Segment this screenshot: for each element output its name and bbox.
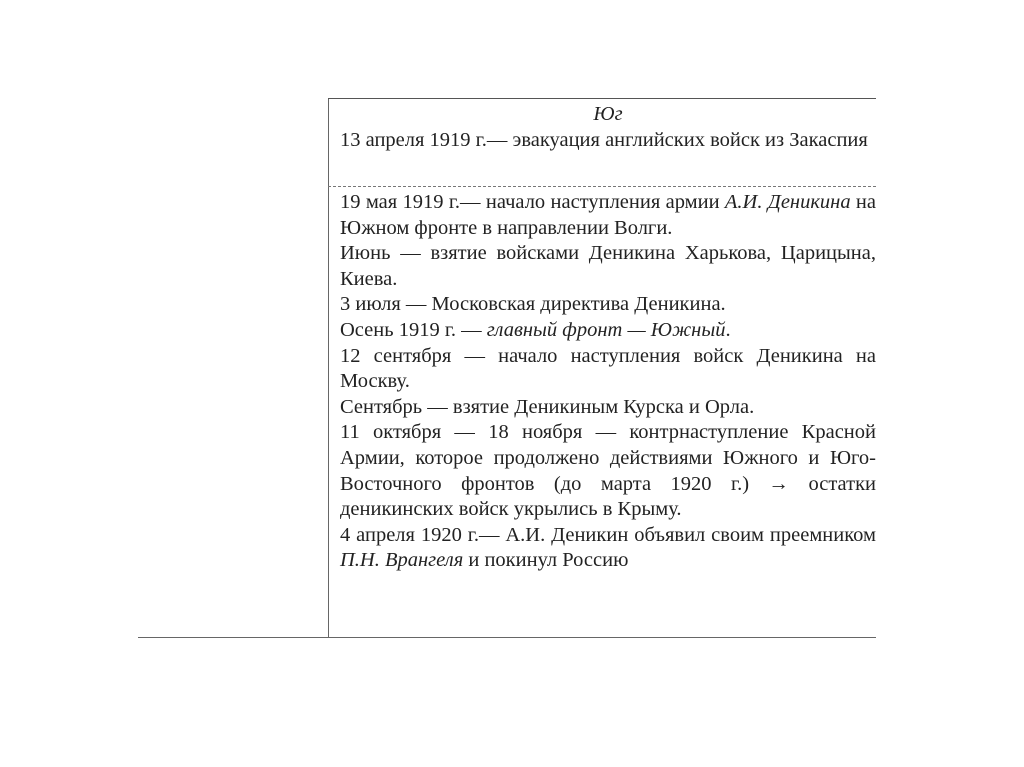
event-text: и покинул Россию — [463, 549, 629, 572]
column-divider — [328, 98, 329, 638]
event-denikin-offensive — [340, 190, 876, 241]
event-evacuation: 13 апреля 1919 г.— эвакуация английских войск из Закаспия — [340, 128, 868, 151]
person-name-wrangel: П.Н. Врангеля — [340, 549, 464, 572]
event-september-12: 12 сентября — начало наступления войск Деникина на Москву. — [340, 344, 876, 393]
row-divider — [328, 186, 876, 187]
main-front-text: главный фронт — Южный — [486, 318, 726, 341]
event-autumn — [340, 318, 876, 344]
table-top-rule — [328, 98, 876, 99]
event-moscow-directive: 3 июля — Московская директива Деникина. — [340, 293, 726, 316]
events-cell — [340, 190, 876, 574]
event-text: . — [725, 318, 731, 341]
event-september: Сентябрь — взятие Деникиным Курска и Орла. — [340, 395, 755, 418]
section-heading: Юг — [593, 103, 623, 125]
event-text: 19 мая 1919 г.— начало наступления армии — [340, 191, 720, 213]
header-cell — [340, 102, 876, 153]
event-text: на Южном фронте в направлении Волги. — [340, 191, 876, 239]
table-bottom-rule — [138, 637, 876, 638]
event-text: Осень 1919 г. — — [340, 318, 487, 341]
event-april-1920 — [340, 523, 876, 574]
event-june: Июнь — взятие войсками Деникина Харькова, Царицына, Киева. — [340, 242, 876, 290]
person-name-denikin: А.И. Деникина — [724, 191, 851, 213]
event-counteroffensive: 11 октября — 18 ноября — контрнаступление Красной Армии, которое продолжено действиями Южного и Юго-Восточного фронтов (до марта 1920 г.) → остатки деникинских войск укрылись в Крыму. — [340, 421, 876, 521]
event-text: 4 апреля 1920 г.— А.И. Деникин объявил своим преемником — [340, 523, 876, 546]
